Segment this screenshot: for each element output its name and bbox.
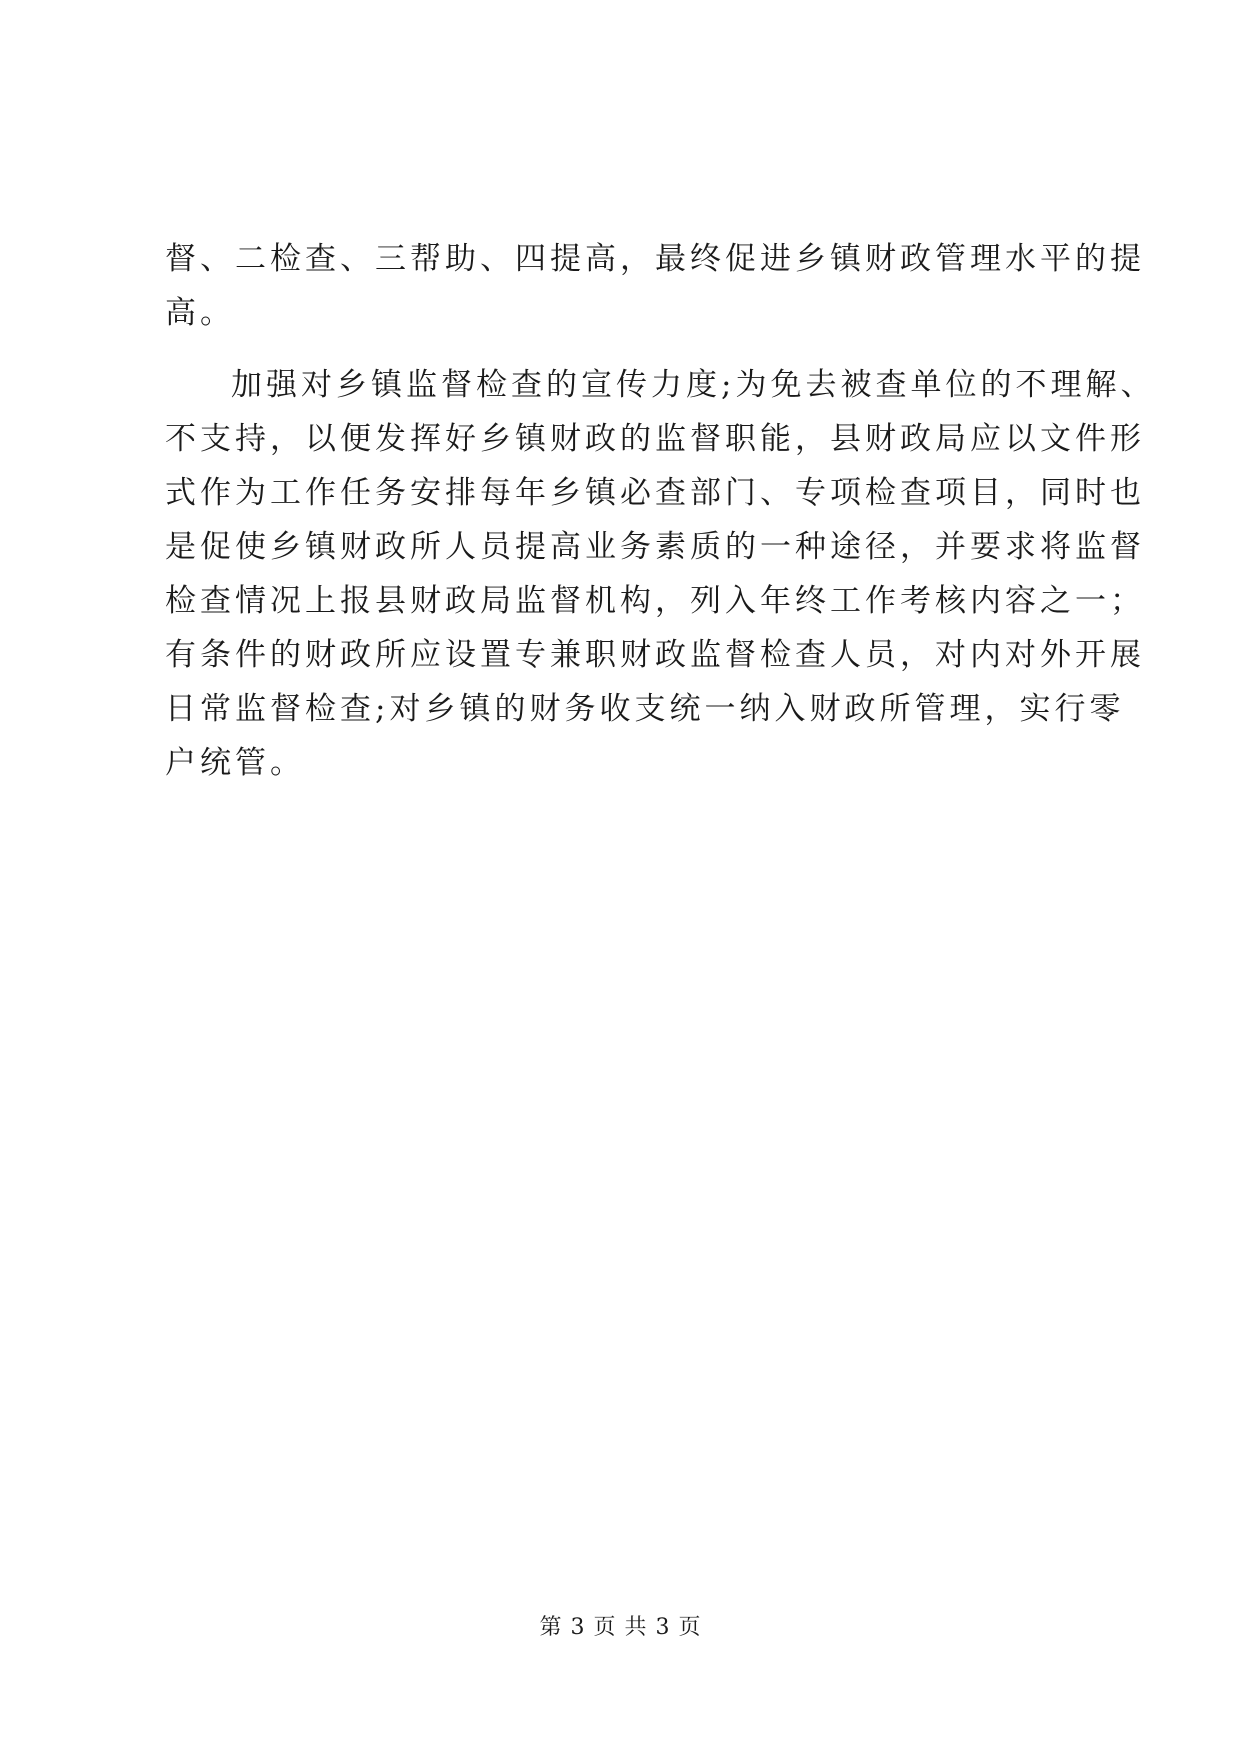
paragraph-continuation bbox=[165, 232, 1145, 340]
text-line: 检查情况上报县财政局监督机构，列入年终工作考核内容之一； bbox=[165, 583, 1145, 619]
paragraph-gap bbox=[165, 340, 1125, 358]
text-line: 高。 bbox=[165, 295, 235, 331]
page-number-footer: 第 3 页 共 3 页 bbox=[539, 1615, 702, 1640]
text-line: 有条件的财政所应设置专兼职财政监督检查人员，对内对外开展 bbox=[165, 637, 1145, 673]
text-line: 加强对乡镇监督检查的宣传力度;为免去被查单位的不理解、 bbox=[231, 367, 1156, 403]
text-line: 不支持，以便发挥好乡镇财政的监督职能，县财政局应以文件形 bbox=[165, 421, 1145, 457]
text-line: 户统管。 bbox=[165, 745, 305, 781]
paragraph-publicity bbox=[165, 358, 1156, 790]
text-line: 是促使乡镇财政所人员提高业务素质的一种途径，并要求将监督 bbox=[165, 529, 1145, 565]
text-line: 督、二检查、三帮助、四提高，最终促进乡镇财政管理水平的提 bbox=[165, 241, 1145, 277]
document-body bbox=[165, 232, 1156, 790]
text-line: 式作为工作任务安排每年乡镇必查部门、专项检查项目，同时也 bbox=[165, 475, 1145, 511]
text-line: 日常监督检查;对乡镇的财务收支统一纳入财政所管理，实行零 bbox=[165, 691, 1125, 727]
